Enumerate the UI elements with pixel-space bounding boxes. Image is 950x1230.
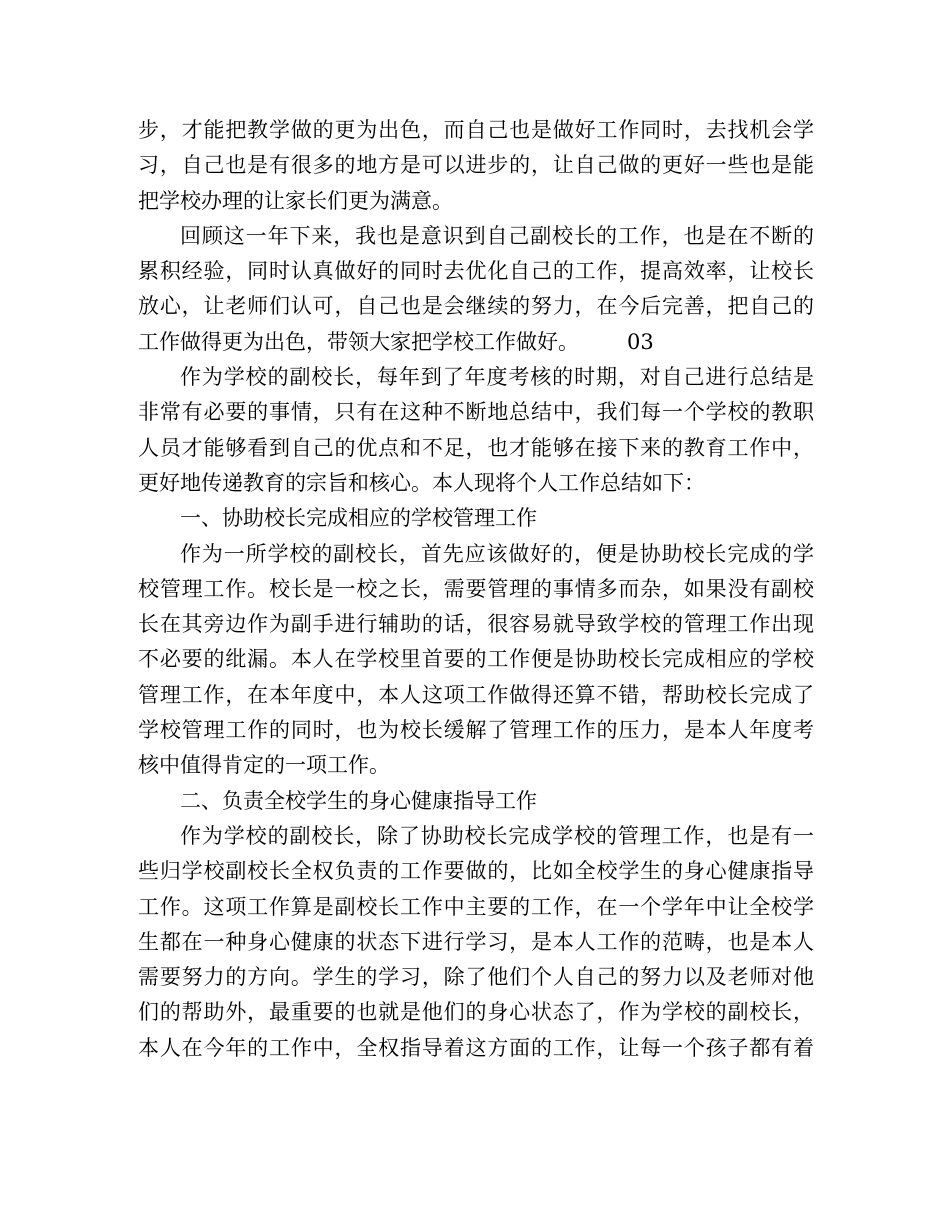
section-number: 03 bbox=[627, 329, 654, 354]
text-line-content: 作为学校的副校长，除了协助校长完成学校的管理工作，也是有一 bbox=[180, 823, 814, 848]
text-line bbox=[138, 219, 814, 254]
text-line-content: 非常有必要的事情，只有在这种不断地总结中，我们每一个学校的教职 bbox=[138, 400, 814, 425]
text-line bbox=[138, 960, 814, 995]
text-line bbox=[138, 431, 814, 466]
text-line-content: 些归学校副校长全权负责的工作要做的，比如全校学生的身心健康指导 bbox=[138, 859, 814, 884]
text-line bbox=[138, 1031, 814, 1066]
text-line-content: 长在其旁边作为副手进行辅助的话，很容易就导致学校的管理工作出现 bbox=[138, 612, 814, 637]
text-line-content: 人员才能够看到自己的优点和不足，也才能够在接下来的教育工作中， bbox=[138, 435, 814, 460]
text-line bbox=[138, 148, 814, 183]
text-line bbox=[138, 501, 814, 536]
text-line bbox=[138, 607, 814, 642]
text-line bbox=[138, 748, 814, 783]
text-line bbox=[138, 184, 814, 219]
text-line-content: 学校管理工作的同时，也为校长缓解了管理工作的压力，是本人年度考 bbox=[138, 718, 814, 743]
text-line-content: 更好地传递教育的宗旨和核心。本人现将个人工作总结如下： bbox=[138, 470, 705, 495]
text-line bbox=[138, 925, 814, 960]
text-line-content: 工作。这项工作算是副校长工作中主要的工作，在一个学年中让全校学 bbox=[138, 894, 814, 919]
text-line bbox=[138, 289, 814, 324]
text-line-content: 二、负责全校学生的身心健康指导工作 bbox=[180, 788, 537, 813]
text-line-content: 需要努力的方向。学生的学习，除了他们个人自己的努力以及老师对他 bbox=[138, 965, 814, 990]
text-line-content: 放心，让老师们认可，自己也是会继续的努力，在今后完善，把自己的 bbox=[138, 294, 814, 319]
text-line bbox=[138, 890, 814, 925]
text-line-content: 回顾这一年下来，我也是意识到自己副校长的工作，也是在不断的 bbox=[180, 223, 814, 248]
text-line bbox=[138, 360, 814, 395]
text-line bbox=[138, 325, 814, 360]
text-line-content: 生都在一种身心健康的状态下进行学习，是本人工作的范畴，也是本人 bbox=[138, 929, 814, 954]
text-line bbox=[138, 678, 814, 713]
text-line-content: 本人在今年的工作中，全权指导着这方面的工作，让每一个孩子都有着 bbox=[138, 1035, 814, 1060]
text-line bbox=[138, 819, 814, 854]
text-line bbox=[138, 784, 814, 819]
text-line-content: 把学校办理的让家长们更为满意。 bbox=[138, 188, 453, 213]
text-line bbox=[138, 854, 814, 889]
text-line bbox=[138, 995, 814, 1030]
text-line-content: 步，才能把教学做的更为出色，而自己也是做好工作同时，去找机会学 bbox=[138, 118, 814, 142]
text-line bbox=[138, 113, 814, 148]
text-line-content: 工作做得更为出色，带领大家把学校工作做好。 bbox=[138, 329, 579, 354]
document-body-text bbox=[138, 113, 814, 1066]
text-line-content: 累积经验，同时认真做好的同时去优化自己的工作，提高效率，让校长 bbox=[138, 259, 814, 284]
text-line-content: 作为学校的副校长，每年到了年度考核的时期，对自己进行总结是 bbox=[180, 365, 814, 390]
text-line-content: 习，自己也是有很多的地方是可以进步的，让自己做的更好一些也是能 bbox=[138, 153, 814, 178]
text-line bbox=[138, 572, 814, 607]
text-line bbox=[138, 713, 814, 748]
text-line bbox=[138, 642, 814, 677]
text-line bbox=[138, 254, 814, 289]
text-line bbox=[138, 537, 814, 572]
text-line bbox=[138, 395, 814, 430]
text-line-content: 核中值得肯定的一项工作。 bbox=[138, 753, 390, 778]
text-line-content: 不必要的纰漏。本人在学校里首要的工作便是协助校长完成相应的学校 bbox=[138, 647, 814, 672]
text-line bbox=[138, 466, 814, 501]
text-line-content: 们的帮助外，最重要的也就是他们的身心状态了，作为学校的副校长， bbox=[138, 1000, 814, 1025]
text-line-content: 作为一所学校的副校长，首先应该做好的，便是协助校长完成的学 bbox=[180, 541, 814, 566]
text-line-content: 校管理工作。校长是一校之长，需要管理的事情多而杂，如果没有副校 bbox=[138, 576, 814, 601]
text-line-content: 一、协助校长完成相应的学校管理工作 bbox=[180, 506, 537, 531]
text-line-content: 管理工作，在本年度中，本人这项工作做得还算不错，帮助校长完成了 bbox=[138, 682, 814, 707]
